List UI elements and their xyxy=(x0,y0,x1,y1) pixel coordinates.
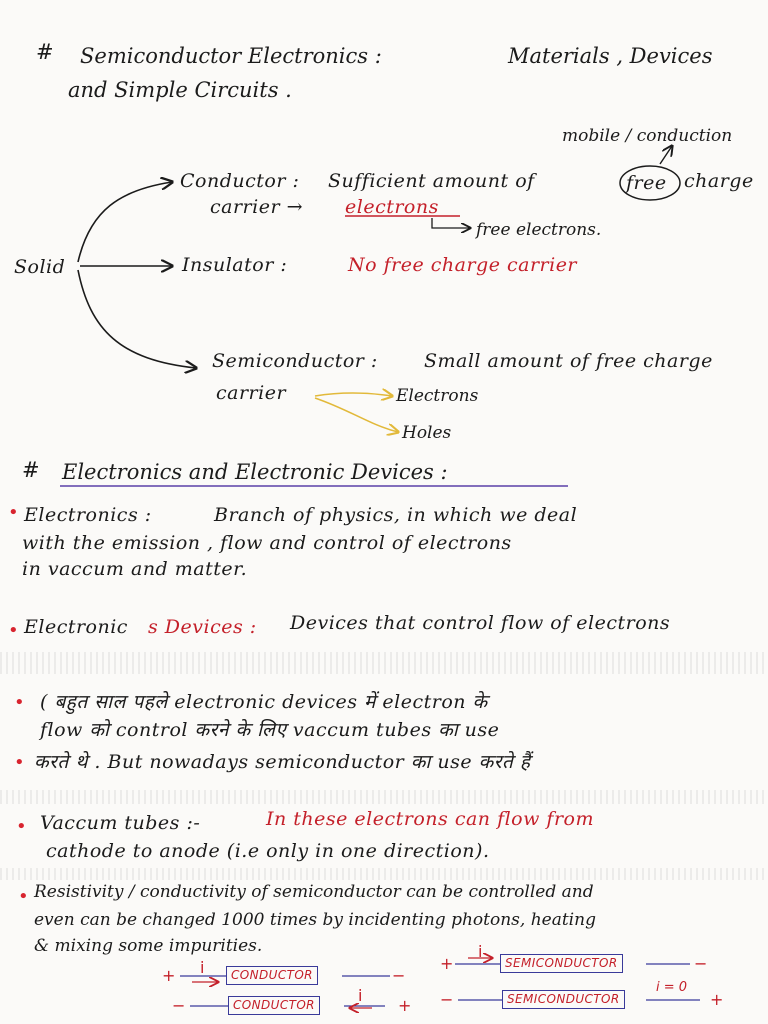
plus-sign: + xyxy=(398,996,412,1015)
bullet-dot: • xyxy=(16,816,27,837)
current-label: i xyxy=(200,958,205,977)
heading-hash: # xyxy=(36,40,54,64)
resist-line2: even can be changed 1000 times by incidenting photons, heating xyxy=(34,910,596,930)
plus-sign: + xyxy=(162,966,176,985)
section2-title: Electronics and Electronic Devices : xyxy=(62,460,448,484)
minus-sign: − xyxy=(172,996,186,1015)
branch-holes: Holes xyxy=(402,423,452,443)
conductor-box-top: CONDUCTOR xyxy=(226,966,318,985)
vacuum-line1: In these electrons can flow from xyxy=(266,808,594,830)
minus-sign: − xyxy=(440,990,454,1009)
conductor-electrons: electrons xyxy=(345,196,439,218)
hindi-line2: flow को control करने के लिए vaccum tubes का use xyxy=(40,719,500,741)
semiconductor-desc: Small amount of free charge xyxy=(424,350,713,372)
semiconductor-carrier: carrier xyxy=(216,382,287,404)
bullet-dot: • xyxy=(14,752,25,773)
solid-label: Solid xyxy=(14,256,66,278)
minus-sign: − xyxy=(694,954,708,973)
mobile-note: mobile / conduction xyxy=(562,126,733,146)
conductor-desc: Sufficient amount of xyxy=(328,170,535,192)
insulator-label: Insulator : xyxy=(182,254,288,276)
hindi-line3: करते थे . But nowadays semiconductor का use करते हैं xyxy=(34,751,531,773)
resist-line1: Resistivity / conductivity of semiconductor can be controlled and xyxy=(34,882,594,902)
section2-hash: # xyxy=(22,458,40,482)
heading-line1-right: Materials , Devices xyxy=(508,44,713,68)
hindi-line1: ( बहुत साल पहले electronic devices में electron के xyxy=(40,691,488,713)
branch-electrons: Electrons xyxy=(396,386,479,406)
bullet-dot: • xyxy=(14,692,25,713)
heading-line2: and Simple Circuits . xyxy=(68,78,292,102)
bullet-dot: • xyxy=(8,620,19,641)
conductor-desc-end: charge xyxy=(684,170,754,192)
plus-sign: + xyxy=(710,990,724,1009)
electronics-line3: in vaccum and matter. xyxy=(22,558,248,580)
free-electrons-note: free electrons. xyxy=(476,220,602,240)
heading-line1-left: Semiconductor Electronics : xyxy=(80,44,382,68)
electronics-line2: with the emission , flow and control of electrons xyxy=(22,532,512,554)
electronics-line1: Branch of physics, in which we deal xyxy=(214,504,578,526)
free-word: free xyxy=(626,172,667,194)
semiconductor-box-bottom: SEMICONDUCTOR xyxy=(502,990,625,1009)
semiconductor-box-top: SEMICONDUCTOR xyxy=(500,954,623,973)
devices-desc: Devices that control flow of electrons xyxy=(290,612,671,634)
bullet-dot: • xyxy=(18,886,29,907)
devices-term-a: Electronic xyxy=(24,616,128,638)
semiconductor-label: Semiconductor : xyxy=(212,350,378,372)
minus-sign: − xyxy=(392,966,406,985)
insulator-desc: No free charge carrier xyxy=(348,254,578,276)
plus-sign: + xyxy=(440,954,454,973)
current-label: i xyxy=(358,986,363,1005)
electronics-term: Electronics : xyxy=(24,504,152,526)
vacuum-term: Vaccum tubes :- xyxy=(40,812,201,834)
bullet-dot: • xyxy=(8,502,19,523)
conductor-carrier: carrier → xyxy=(210,196,303,218)
conductor-label: Conductor : xyxy=(180,170,300,192)
zero-current-label: i = 0 xyxy=(656,980,688,995)
devices-term-b: s Devices : xyxy=(148,616,257,638)
vacuum-line2: cathode to anode (i.e only in one direction). xyxy=(46,840,490,862)
conductor-box-bottom: CONDUCTOR xyxy=(228,996,320,1015)
current-label: i xyxy=(478,942,483,961)
resist-line3: & mixing some impurities. xyxy=(34,936,263,956)
